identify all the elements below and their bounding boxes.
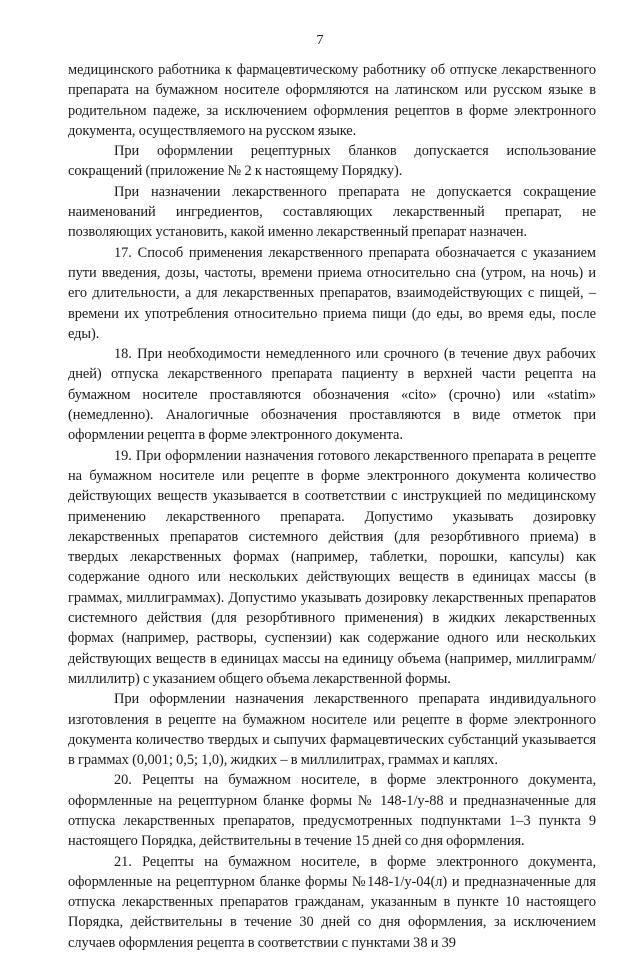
page-number: 7 (316, 33, 324, 48)
paragraph-abbreviations: При оформлении рецептурных бланков допускается использование сокращений (приложение № 2 к настоящему Порядку). (68, 143, 596, 180)
paragraph-item-17: 17. Способ применения лекарственного препарата обозначается с указанием пути введения, дозы, частоты, времени приема относительно сна (утром, на ночь) и его длительности, а для лекарственных препаратов, взаимодействующих с пищей, – времени их употребления относительно приема пищи (до еды, во время еды, после еды). (68, 244, 596, 342)
paragraph-item-19: 19. При оформлении назначения готового лекарственного препарата в рецепте на бумажном носителе или рецепте в форме электронного документа количество действующих веществ указывается в соответствии с инструкцией по медицинскому применению лекарственного препарата. Допустимо указывать дозировку лекарственных препаратов системного действия (для резорбтивного приема) в твердых лекарственных формах (например, таблетки, порошки, капсулы) как содержание одного или нескольких действующих веществ в единицах массы (в граммах, миллиграммах). Допустимо указывать дозировку лекарственных препаратов системного действия (для резорбтивного применения) в жидких лекарственных формах (например, растворы, суспензии) как содержание одного или нескольких действующих веществ в единицах массы на единицу объема (например, миллиграмм/миллилитр) с указанием общего объема лекарственной формы. (68, 447, 596, 687)
paragraph-individual-preparation: При оформлении назначения лекарственного препарата индивидуального изготовления в рецепте на бумажном носителе или рецепте в форме электронного документа количество твердых и сыпучих фармацевтических субстанций указывается в граммах (0,001; 0,5; 1,0), жидких – в миллилитрах, граммах и каплях. (68, 691, 596, 769)
paragraph-ingredient-names: При назначении лекарственного препарата не допускается сокращение наименований ингредиентов, составляющих лекарственный препарат, не позволяющих установить, какой именно лекарственный препарат назначен. (68, 183, 596, 241)
paragraph-item-20: 20. Рецепты на бумажном носителе, в форме электронного документа, оформленные на рецептурном бланке формы № 148-1/у-88 и предназначенные для отпуска лекарственных препаратов, предусмотренных подпунктами 1–3 пункта 9 настоящего Порядка, действительны в течение 15 дней со дня оформления. (68, 772, 596, 850)
paragraph-continuation: медицинского работника к фармацевтическому работнику об отпуске лекарственного препарата на бумажном носителе оформляются на латинском или русском языке в родительном падеже, за исключением оформления рецептов в форме электронного документа, осуществляемого на русском языке. (68, 62, 596, 139)
paragraph-item-18: 18. При необходимости немедленного или срочного (в течение двух рабочих дней) отпуска лекарственного препарата пациенту в верхней части рецепта на бумажном носителе проставляются обозначения «cito» (срочно) или «statim» (немедленно). Аналогичные обозначения проставляются в виде отметок при оформлении рецепта в форме электронного документа. (68, 346, 596, 444)
document-body (68, 60, 596, 953)
paragraph-item-21: 21. Рецепты на бумажном носителе, в форме электронного документа, оформленные на рецептурном бланке формы №148-1/у-04(л) и предназначенные для отпуска лекарственных препаратов гражданам, указанным в пункте 10 настоящего Порядка, действительны в течение 30 дней со дня оформления, за исключением случаев оформления рецепта в соответствии с пунктами 38 и 39 (68, 853, 596, 951)
